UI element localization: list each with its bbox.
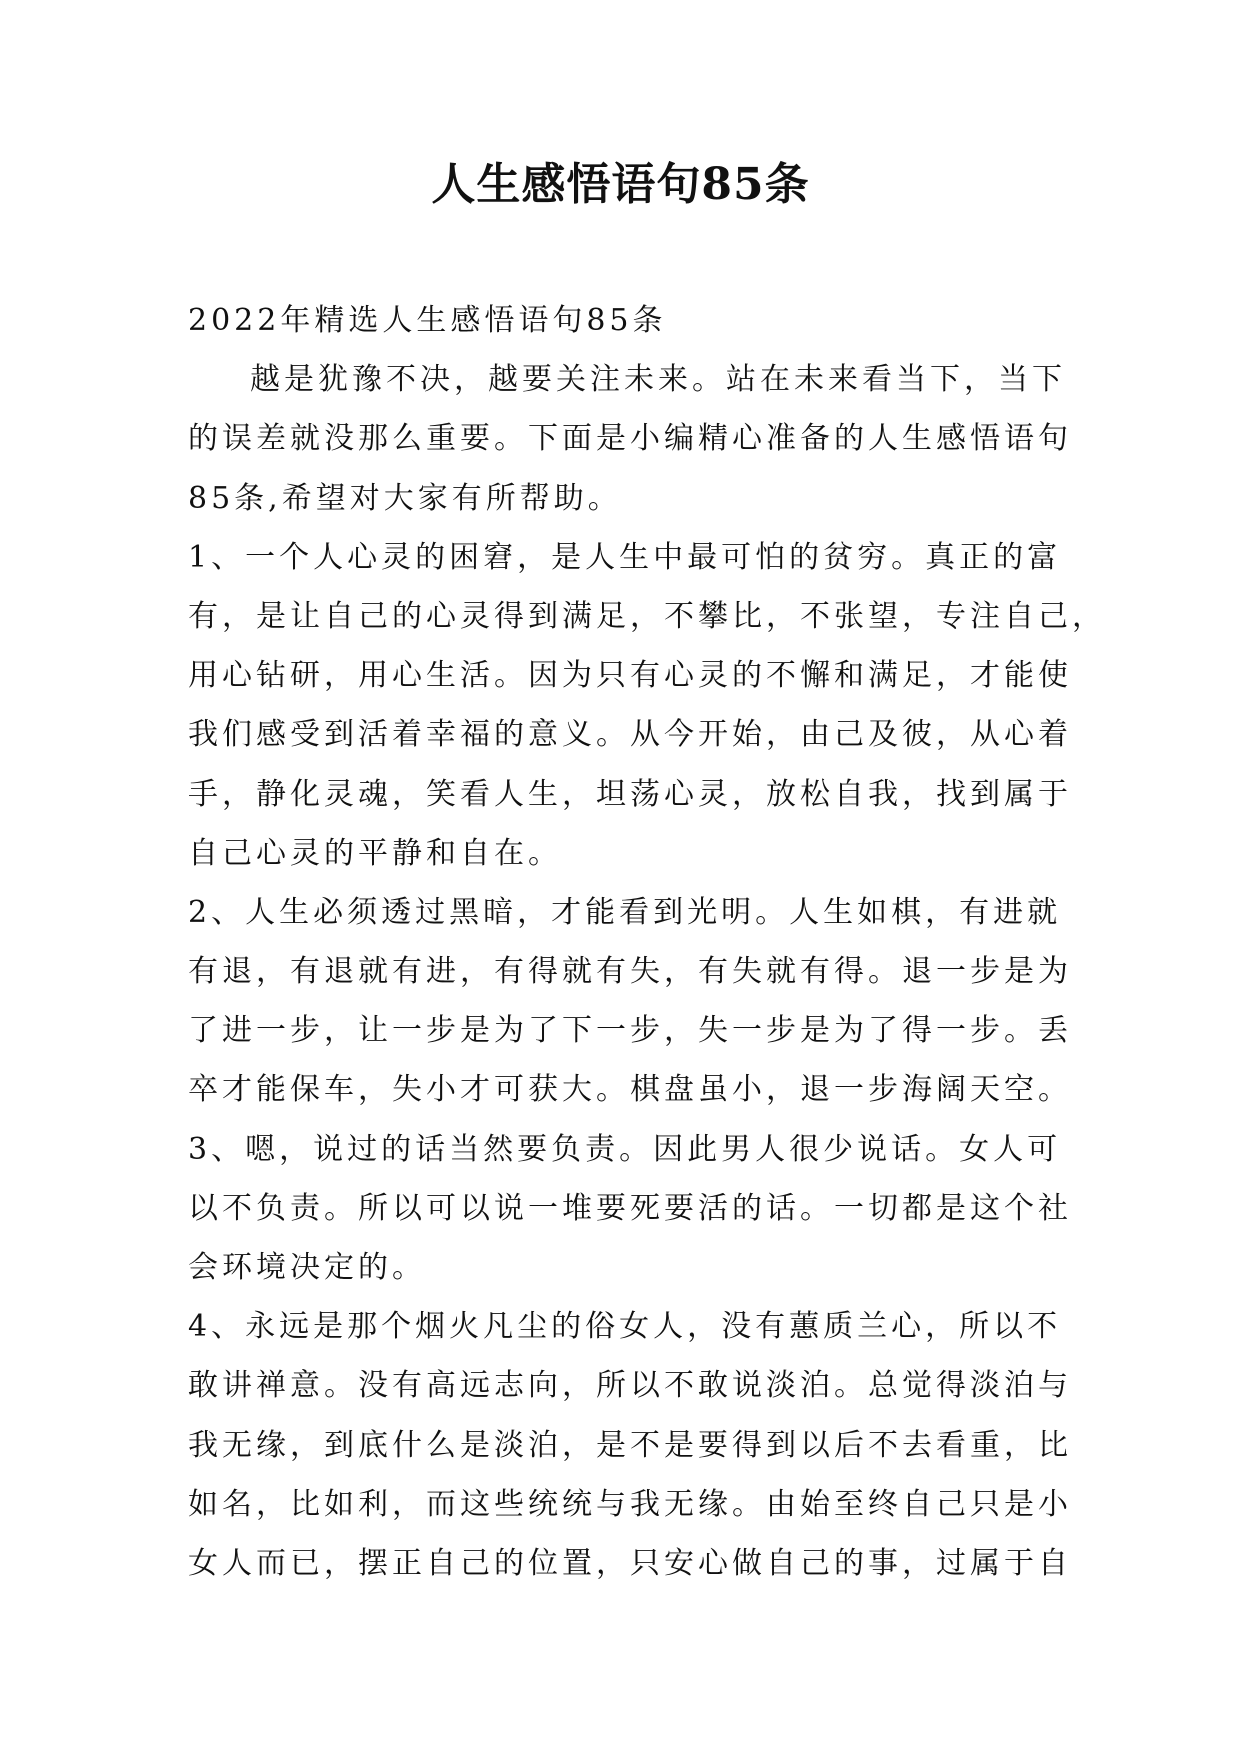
intro-line: 的误差就没那么重要。下面是小编精心准备的人生感悟语句 xyxy=(188,421,1072,457)
item-1-line: 用心钻研，用心生活。因为只有心灵的不懈和满足，才能使 xyxy=(188,658,1072,694)
item-3-line: 3、嗯，说过的话当然要负责。因此男人很少说话。女人可 xyxy=(188,1131,1062,1167)
item-3-line: 以不负责。所以可以说一堆要死要活的话。一切都是这个社 xyxy=(188,1190,1072,1226)
item-4-line: 4、永远是那个烟火凡尘的俗女人，没有蕙质兰心，所以不 xyxy=(188,1309,1062,1345)
item-2-line: 有退，有退就有进，有得就有失，有失就有得。退一步是为 xyxy=(188,954,1072,990)
item-4-line: 女人而已，摆正自己的位置，只安心做自己的事，过属于自 xyxy=(188,1545,1072,1581)
item-2-line: 卒才能保车，失小才可获大。棋盘虽小，退一步海阔天空。 xyxy=(188,1072,1072,1108)
item-4-line: 我无缘，到底什么是淡泊，是不是要得到以后不去看重，比 xyxy=(188,1427,1072,1463)
document-body xyxy=(188,291,1106,1593)
item-1-line: 手，静化灵魂，笑看人生，坦荡心灵，放松自我，找到属于 xyxy=(188,776,1072,812)
subtitle-line: 2022年精选人生感悟语句85条 xyxy=(188,303,667,338)
item-4-line: 如名，比如利，而这些统统与我无缘。由始至终自己只是小 xyxy=(188,1486,1072,1522)
item-1-line: 我们感受到活着幸福的意义。从今开始，由己及彼，从心着 xyxy=(188,717,1072,753)
document-title: 人生感悟语句85条 xyxy=(431,159,810,210)
item-2-line: 了进一步，让一步是为了下一步，失一步是为了得一步。丢 xyxy=(188,1013,1072,1049)
item-1-line: 1、一个人心灵的困窘，是人生中最可怕的贫穷。真正的富 xyxy=(188,539,1062,575)
item-1-line: 有，是让自己的心灵得到满足，不攀比，不张望，专注自己， xyxy=(188,598,1106,634)
intro-line: 越是犹豫不决，越要关注未来。站在未来看当下，当下 xyxy=(250,362,1066,398)
item-1-line: 自己心灵的平静和自在。 xyxy=(188,835,562,871)
item-4-line: 敢讲禅意。没有高远志向，所以不敢说淡泊。总觉得淡泊与 xyxy=(188,1368,1072,1404)
intro-line: 85条,希望对大家有所帮助。 xyxy=(188,480,622,516)
item-2-line: 2、人生必须透过黑暗，才能看到光明。人生如棋，有进就 xyxy=(188,894,1062,930)
item-3-line: 会环境决定的。 xyxy=(188,1250,426,1285)
